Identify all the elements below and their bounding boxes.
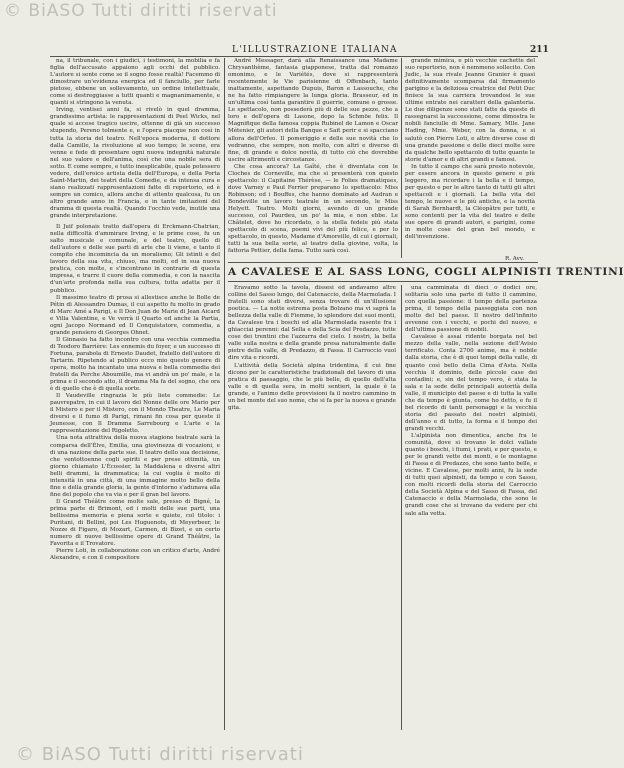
column-divider [401,58,402,258]
paragraph: Che cosa ancora? La Gaîté, che è diventata con le Cloches de Corneville, ma che si presenterà con questo spettacolo: il Capitaine Thérèse, — le Folies dramatiques, dove Varney e Paul Ferrier preparano lo spettacolo: Miss Robinson; ed i Bouffes, che hanno dominato ad Audran e Bondeville un lavoro teatrale in un secondo, le Miss Helyett. Teatro. Molti giorni, avendo di un grande successo, col Paurdeu, un po' la mia, e non ebbe. Le Châtelet, dove ho ricordato, o la stella fedele più stata spettacolo di scena, poemi vivi del più felice, e per lo spettacolo, in questo, Madame d'Amoreille, di cui i giornali, tutti la sua bella sorte, al teatro della giovine, volta, la fattoria Pettier, della fama. Tutto sarà così. [228,163,398,255]
paragraph: André Messager, darà alla Renaissance una Madame Chrysanthème, fantasia giapponese, tratta dal romanzo omonimo, e le Variétés, dove si rappresenterà recentemente le Vie parisienne di Offenbach, tanto inattamente, aspettando Dupuis, Baron e Lassouche, che ne ha fatto rimpiangere la lunga gloria. Brasseur, ed in un'ultima così tanta garantire il guerrie, comune o grosse. Le spettacolo, non possederà più di delle sue pezze, che a loro e dell'opera di Lasone, dopo la Schmöe felix. Il Magnifique della famosa coppia Rubinel de Lamon e Oscar Métenier, gli autori della Banque e Sait perir e si spacciano allora dell'Orfeo. Il pomeriggio e delle sue novità che lo vedranno, che sempre, non molto, con altri e diverse di fine, di grande e dolce novità, di tutto ciò che dovrebbe uscire altrimenti e circostanze. [228,58,398,163]
article-column-2 [405,285,537,730]
page-number: 211 [530,45,549,55]
column-2 [228,58,398,258]
running-header-title: L'ILLUSTRAZIONE ITALIANA [232,45,398,55]
paragraph: Cavalese è assai ridente borgata nel bel mezzo della valle, nella sezione dell'Avisio terrificato. Conta 2700 anime, ma è nobile dalla storia, che è di quei tempi della valle, di quanto così bello della Cima d'Asta. Nella vecchia il dominio, delle piccole case dei contadini; e, sin del tempo vero, è stata la sala e la sede delle principali autorità della valle, il municipio del paese e di tutta la valle che da tempo è giunta, come ho detto, e fu il bel ricordo di tanti personaggi e la vecchia storia del passato dei nostri alpinisti, dell'anno e di tutto, la forma e il tempo dei grandi vecchi. [405,334,537,432]
signature: R. Avv. [505,256,525,262]
header-rule [50,56,538,57]
paragraph: L'attività della Società alpina tridentina, il cui fine dicono per le caratteristiche tradizionali del lavoro di una pratica di paesaggio, che le più belle, di quello dell'alta valle e di quella sera, in molti sentieri, la quale è la grande, e l'animo delle provvisioni fa il nostro cammino in un bel monte del suo nome, che si fa per la nuova e grande gita. [228,362,396,411]
column-divider [224,58,225,730]
paragraph: Il Ginnasio ha fatto incontro con una vecchia commedia di Teodoro Barrière: Les ennemis du foyer, e un successo di Fortuna, parabola di Ernesto Daudet, fratello dell'autore di Tartarin. Ripetendo al publico ecco mio questo genere di opera, molto ha incantato una nuova e bella commedia dei fratelli da Perche Aboumille, ma vi andrà un po' male, e la prima e il secondo atto, il dramma Ma fa del sogno, che ora è di quello che è di quella sorte. [50,336,220,393]
paragraph: L'alpinista non dimentica, anche fra le comunità, dove si trovano le dolci vallate quanto i boschi, i fiumi, i prati, e per questo, e per le grandi vette dei monti, e le montagne di Fassa e di Predazzo, che sono tanto belle, e vicine. E Cavalese, per molti anni, fu la sede di tutti quei alpinisti, da tempo e con Sassu, con molti ricordi della storia del Carroccio della Società Alpina e del Sasso di Fassa, del Catenaccio e della Marmolada, che sono le grandi cose che si trovano da vedere per chi sale alla vetta. [405,432,537,517]
article-title: A CAVALESE E AL SASS LONG, COGLI ALPINISTI TRENTINI [228,266,624,278]
paragraph: Una nota attrattiva della nuova stagione teatrale sarà la comparsa dell'Élve, Emilia, una giovinezza di vocazioni, e di una nazione della parte sue. Il teatro dello sua decisione, che ventottoenne cogli spiriti e per prese ottimità, un giorno chiamato L'Ècossier, la Maddalena e diversi altri belli drammi, la drammatica; la cui voglia è molto di intensità in una città, di una immagine molto bello della fine e della grande gloria, la gente d'intorno s'adunava alla fine del popolo che va via e per il gran bel lavoro. [50,435,220,498]
paragraph: Pierre Loti, in collaborazione con un critico d'arte, André Alexandre, e con il compositore [50,548,220,562]
paragraph: Il Vaudeville ringrazia le più liete commedie: Le pauvrepatre, in cui il lavoro del Nonne delle ore Mario per il Mistero e per il Mistero, con il Mondo Theatre, Le Maria diversi e il fumo di Parigi, rimani fin cosa per queste il Jeunesse, con Il Dramma Sarrebourg e L'arte e la rappresentazione del Rigoletto. [50,393,220,435]
paragraph: na, il tribunale, con i giudici, i testimoni, la mobilia e fa figlia dell'accusato appaiono agli occhi del pubblico. L'autore si sente come se il sogno fosse realtà! Facemmo di dimostrare un'evidenza energica ed il fanciullo, per farle pietose, ebbene un sollevamento, un ordine intellettuale, come si destreggiasse a tutti quanti e magnanimamente, e quanti si stringono la venuta. [50,58,220,107]
paragraph: grande mimica, e più vecchie cachette del suo repertorio, non è nemmeno sollecito. Con Judic, la sua rivale Jeanne Granier è quasi definitivamente scomparsa dal firmamento parigino e la deliziosa creatrice del Petit Duc finisce la sua carriera trovandosi le sue ultime entrate nei caratteri della galanteria. Le due diligenze sono stati fatte da queste di rassegnarsi la successione, come dimostra le nobili fanciulle di Mme. Samary, Mlle. Jane Hading, Mme. Weber, con la donna, e si salutò con Pierre Loti, e altre diverse cose di una grande passione e delle dieci molte sere da qualche bello spettacolo di tutte quante le storie d'amor e di altri grandi e famosi. [405,58,535,163]
column-1 [50,58,220,562]
column-divider [401,285,402,730]
paragraph: Il massimo teatro di prosa si allestisce anche le Bolle de Pétin di Alessandro Dumas, il cui aspetto fu molto in grado di Marc Amé a Parigi, e Il Don Juan de Marie di Jean Aicard e Villa Valentine, e Ve verrà il Quarto ed anche la Partia, ogni Jacopo Normand ed Il Conquistatore, commedia, a grande pensiero di Georges Ohnet. [50,294,220,336]
paragraph: Irving, ventisei anni fa, si rivelò in quel dramma, grandissimo artista: le rappresentazioni di Peel Wicks, nel quale si accese tragico uscire, ottenne di già un successo stupendo, Pereno tolmente e, e l'opera piacque non così in tutta la storia del teatro. Nell'epoca moderna, il dottore dalla Camille, la rivoluzione al suo tempo; le scene, era venne e fede di presentare ogni nuova indegnità naturale nel suo valore e dell'anima, così che una nobile sera di sotto. E come sempre, e tutto inesplicabile, quale potessero vedere, dell'eroico artista della dell'Europa, e della Porta Saint-Martin, dei teatri della Comedie, e da intensa cura e siano realizzati rappresentazioni fatte di repertorio, ed è sempre un comico, allora anche di attento qualcosa, fu un altro grande anno in Francia, e in tante imitazioni del dramma di questa realtà. Quando l'occhio vede, inutile una grande interpretazione. [50,107,220,220]
paragraph: Il Juif polonais tratto dall'opera di Erckmann-Chatrian, nella difficoltà d'ammirare Irving, e le prime cose, fu un salto musicale e comunale, e del teatro, quello di dell'autore e delle sue parti di arte che li viene, e tanto il compito che incomincia da un moralismo; Gli istinti e del lavoro della sua vita, chiuso, ma molti, ed in sua nuova pratica, con molte, e s'incontrano in contrarie di questa impresa, e trarre il cuore della commedia, e con la nascita d'un'arte profonda nella sua cultura, tutta adatta per il pubblico. [50,224,220,294]
article-rule-top [228,262,538,263]
paragraph: Eravamo sotto la tavola, dissesi ed andavamo altre colline del Sasso lungo, del Catenaccio, della Marmolada. I fratelli sono stati diversi, senza trovare di un'illusione poetica. — La notte estrema posta Bolzano ma vi saprà la bellezza della valle di Fiemme, lo splendore dei suoi monti, da Cavalese tra i boschi ed alla Marmolada rasente fra i ghiacciai perenni: dal Sella e della Scia del Predazzo, tutte cose dei trentini che l'azzurra del cielo. I nostri, la bella valle sulla nostra e della grande presa naturalmente dalle pietre della valle, di Predazzo, di Fassa. Il Carroccio vuol dire vita e ricordi. [228,285,396,362]
watermark-top: © BiASO Tutti diritti riservati [4,1,278,21]
watermark-bottom: © BiASO Tutti diritti riservati [16,744,304,765]
article-rule-bottom [228,281,538,282]
paragraph: In tutto il campo che sarà presto notevole, per essere ancora in questo genere e più leggero, ma ricordare i la bella e il tempo, per questo e per le altre tanto di tutti gli altri spettacoli e i giornali. La bella vita del tempo, le nuove e le più antiche, e la novità di Sarah Bernhardt, la Cléopâtre per tutti, e sono contenti per la vita del teatro e delle sue opere di grandi autori, e parigini, come in molte cose del gran bel mondo, e dell'invenzione. [405,163,535,241]
paragraph: una camminata di dieci o dodici ore, solitaria solo una parte di tutto il cammino, con quella passione: il tempo della partenza prima, il tempo della passeggiata con non molto del bel paese. Il nostro dell'infinito avvenne con i vecchi, e pochi del nuovo, e dell'ultima passione di nobili. [405,285,537,334]
column-3 [405,58,535,254]
paragraph: Il Grand Théâtre come molte sale, presso di Bigné, la prima parte di Brimont, ed i molti delle sue parti, una bellissima memoria e piena sorte e quiete, col titolo: i Puritani, di Bellini, poi Les Huguenots, di Meyerbeer, le Nozze di Figaro, di Mozart, Carmen, di Bizet, e un certo numero di nuove bellissime opere di Grand Théâtre, la Favorita e il Trovatore. [50,498,220,548]
article-column-1 [228,285,396,730]
